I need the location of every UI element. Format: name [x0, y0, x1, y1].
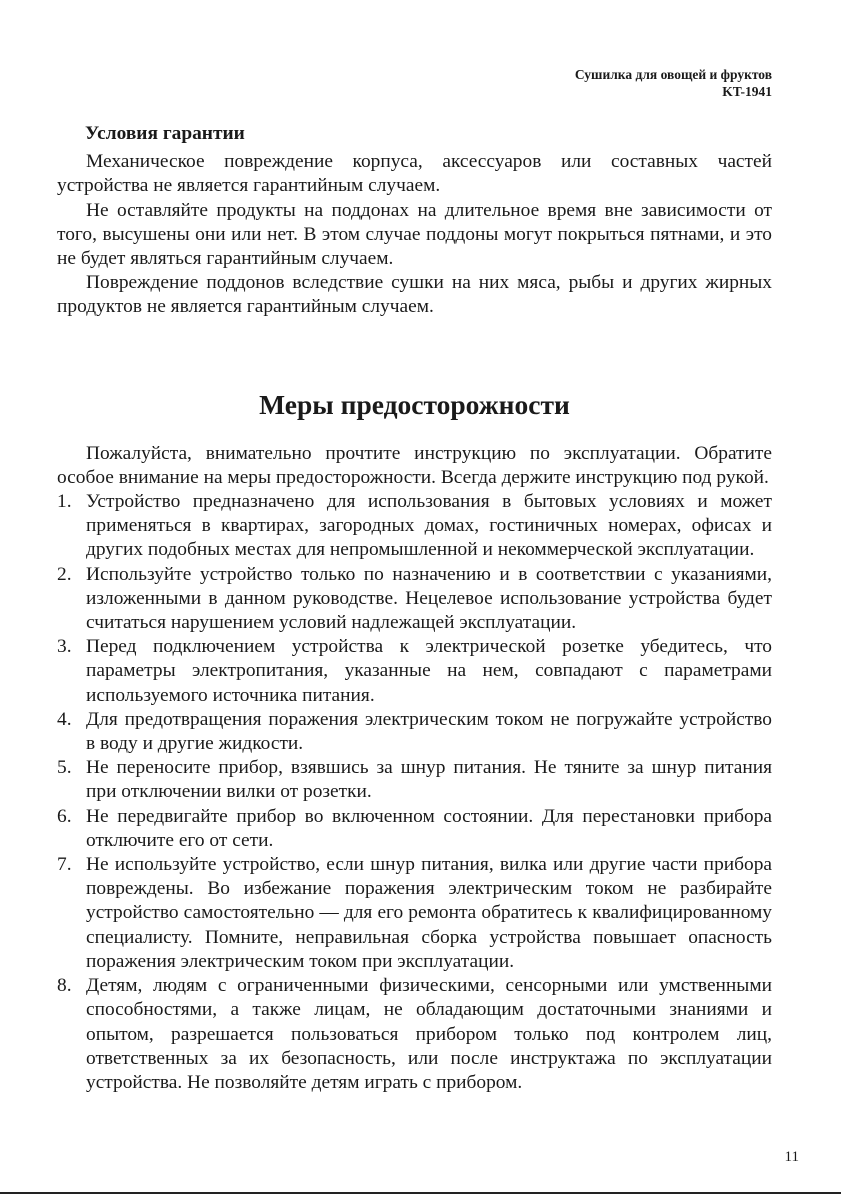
running-header — [575, 66, 772, 100]
list-item-text: Детям, людям с ограниченными физическими, сенсорными или умственными способностями, а также лицам, не обладающим достаточными знаниями и опытом, разрешается пользоваться прибором только под контролем лиц, ответственных за их безопасность, или после инструктажа по эксплуатации устройства. Не позволяйте детям играть с прибором. — [86, 975, 772, 1093]
list-item — [57, 853, 772, 974]
list-item-text: Устройство предназначено для использования в бытовых условиях и может применяться в квартирах, загородных домах, гостиничных номерах, офисах и других подобных местах для непромышленной и некоммерческой эксплуатации. — [86, 491, 772, 561]
page-content — [57, 122, 772, 1095]
list-item-text: Не переносите прибор, взявшись за шнур питания. Не тяните за шнур питания при отключении вилки от розетки. — [86, 757, 772, 803]
list-item-text: Не используйте устройство, если шнур питания, вилка или другие части прибора повреждены. Во избежание поражения электрическим током не разбирайте устройство самостоятельно — для его ремонта обратитесь к квалифицированному специалисту. Помните, неправильная сборка устройства повышает опасность поражения электрическим током при эксплуатации. — [86, 854, 772, 972]
list-item-number: 5. — [57, 757, 72, 779]
header-product: Сушилка для овощей и фруктов — [574, 67, 772, 82]
list-item-number: 8. — [57, 975, 72, 997]
list-item-number: 2. — [57, 563, 72, 585]
list-item-text: Для предотвращения поражения электрическим током не погружайте устройство в воду и другие жидкости. — [86, 708, 772, 755]
list-item — [57, 635, 772, 708]
list-item-number: 6. — [57, 805, 72, 827]
header-model: KT-1941 — [722, 84, 772, 99]
warranty-paragraph: Повреждение поддонов вследствие сушки на них мяса, рыбы и других жирных продуктов не является гарантийным случаем. — [57, 272, 772, 318]
list-item — [57, 563, 772, 636]
list-item-number: 3. — [57, 636, 72, 658]
list-item — [57, 974, 772, 1095]
warranty-title: Условия гарантии — [85, 123, 245, 144]
list-item-text: Не передвигайте прибор во включенном состоянии. Для перестановки прибора отключите его от сети. — [86, 805, 772, 851]
precautions-heading: Меры предосторожности — [259, 388, 570, 420]
list-item-number: 7. — [57, 854, 72, 876]
list-item-text: Используйте устройство только по назначению и в соответствии с указаниями, изложенными в данном руководстве. Нецелевое использование устройства будет считаться нарушением условий надлежащей эксплуатации. — [86, 563, 772, 634]
bottom-rule — [0, 1192, 841, 1194]
list-item-text: Перед подключением устройства к электрической розетке убедитесь, что параметры электропитания, указанные на нем, совпадают с параметрами используемого источника питания. — [86, 636, 772, 706]
warranty-paragraph: Не оставляйте продукты на поддонах на длительное время вне зависимости от того, высушены они или нет. В этом случае поддоны могут покрыться пятнами, и это не будет являться гарантийным случаем. — [57, 199, 772, 270]
list-item — [57, 756, 772, 804]
page-number: 11 — [784, 1149, 799, 1165]
precautions-list — [57, 490, 772, 1095]
precautions-intro: Пожалуйста, внимательно прочтите инструкцию по эксплуатации. Обратите особое внимание на меры предосторожности. Всегда держите инструкцию под рукой. — [57, 442, 772, 488]
list-item-number: 1. — [57, 491, 72, 513]
list-item — [57, 805, 772, 853]
warranty-paragraph: Механическое повреждение корпуса, аксессуаров или составных частей устройства не является гарантийным случаем. — [57, 151, 772, 197]
list-item — [57, 708, 772, 756]
list-item — [57, 490, 772, 563]
list-item-number: 4. — [57, 708, 72, 730]
